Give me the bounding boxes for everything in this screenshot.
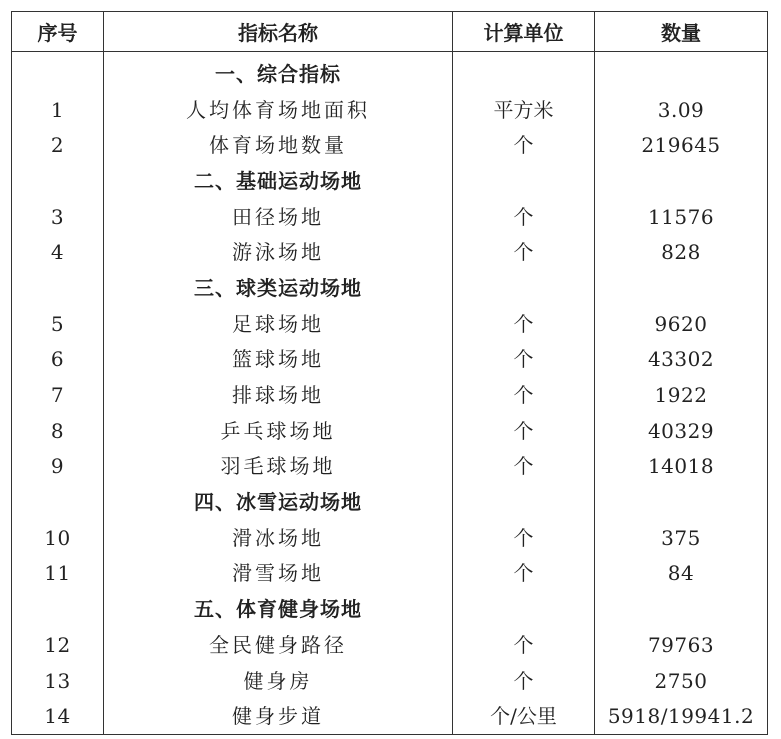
indicator-name-cell: 滑雪场地	[104, 556, 453, 592]
table-body	[12, 52, 768, 735]
indicator-name-cell: 足球场地	[104, 306, 453, 342]
seq-cell: 11	[12, 556, 104, 592]
qty-cell: 11576	[595, 199, 768, 235]
unit-cell	[453, 484, 595, 520]
table-row	[12, 306, 768, 342]
qty-cell: 3.09	[595, 92, 768, 128]
header-name: 指标名称	[104, 12, 453, 52]
qty-cell: 5918/19941.2	[595, 698, 768, 734]
table-row	[12, 520, 768, 556]
seq-cell	[12, 591, 104, 627]
table-row	[12, 342, 768, 378]
qty-cell	[595, 591, 768, 627]
seq-cell	[12, 52, 104, 92]
table-row	[12, 627, 768, 663]
qty-cell: 828	[595, 234, 768, 270]
qty-cell	[595, 52, 768, 92]
section-row	[12, 163, 768, 199]
section-row	[12, 52, 768, 92]
seq-cell: 9	[12, 449, 104, 485]
header-row	[12, 12, 768, 52]
unit-cell: 个	[453, 306, 595, 342]
header-seq: 序号	[12, 12, 104, 52]
qty-cell: 219645	[595, 127, 768, 163]
seq-cell: 7	[12, 377, 104, 413]
unit-cell: 个	[453, 127, 595, 163]
seq-cell: 12	[12, 627, 104, 663]
table-row	[12, 413, 768, 449]
seq-cell	[12, 484, 104, 520]
seq-cell: 2	[12, 127, 104, 163]
table-row	[12, 449, 768, 485]
qty-cell: 1922	[595, 377, 768, 413]
section-row	[12, 484, 768, 520]
qty-cell: 2750	[595, 663, 768, 699]
unit-cell: 个	[453, 449, 595, 485]
unit-cell	[453, 591, 595, 627]
table-row	[12, 234, 768, 270]
qty-cell: 14018	[595, 449, 768, 485]
qty-cell	[595, 484, 768, 520]
table-row	[12, 92, 768, 128]
indicator-name-cell: 健身步道	[104, 698, 453, 734]
table-row	[12, 127, 768, 163]
section-title: 五、体育健身场地	[104, 591, 453, 627]
indicator-name-cell: 体育场地数量	[104, 127, 453, 163]
unit-cell: 个	[453, 199, 595, 235]
indicator-name-cell: 健身房	[104, 663, 453, 699]
table-row	[12, 556, 768, 592]
indicator-name-cell: 游泳场地	[104, 234, 453, 270]
seq-cell: 13	[12, 663, 104, 699]
indicator-name-cell: 人均体育场地面积	[104, 92, 453, 128]
unit-cell	[453, 163, 595, 199]
seq-cell: 1	[12, 92, 104, 128]
indicator-name-cell: 篮球场地	[104, 342, 453, 378]
seq-cell: 5	[12, 306, 104, 342]
section-title: 一、综合指标	[104, 52, 453, 92]
section-title: 三、球类运动场地	[104, 270, 453, 306]
qty-cell: 375	[595, 520, 768, 556]
indicator-name-cell: 排球场地	[104, 377, 453, 413]
qty-cell: 79763	[595, 627, 768, 663]
indicator-name-cell: 全民健身路径	[104, 627, 453, 663]
statistics-table-container	[11, 11, 767, 735]
indicator-name-cell: 羽毛球场地	[104, 449, 453, 485]
table-row	[12, 199, 768, 235]
table-header	[12, 12, 768, 52]
unit-cell: 个/公里	[453, 698, 595, 734]
seq-cell: 4	[12, 234, 104, 270]
header-unit: 计算单位	[453, 12, 595, 52]
qty-cell: 40329	[595, 413, 768, 449]
section-row	[12, 270, 768, 306]
seq-cell: 14	[12, 698, 104, 734]
indicator-name-cell: 滑冰场地	[104, 520, 453, 556]
section-title: 四、冰雪运动场地	[104, 484, 453, 520]
section-title: 二、基础运动场地	[104, 163, 453, 199]
unit-cell	[453, 270, 595, 306]
unit-cell: 个	[453, 556, 595, 592]
indicator-name-cell: 田径场地	[104, 199, 453, 235]
indicator-name-cell: 乒乓球场地	[104, 413, 453, 449]
unit-cell: 个	[453, 663, 595, 699]
unit-cell: 个	[453, 627, 595, 663]
section-row	[12, 591, 768, 627]
unit-cell: 个	[453, 234, 595, 270]
qty-cell: 43302	[595, 342, 768, 378]
unit-cell: 个	[453, 377, 595, 413]
qty-cell	[595, 163, 768, 199]
sports-venue-statistics-table	[11, 11, 768, 735]
seq-cell	[12, 163, 104, 199]
seq-cell: 10	[12, 520, 104, 556]
table-row	[12, 698, 768, 734]
qty-cell: 9620	[595, 306, 768, 342]
qty-cell	[595, 270, 768, 306]
qty-cell: 84	[595, 556, 768, 592]
table-row	[12, 377, 768, 413]
seq-cell: 6	[12, 342, 104, 378]
unit-cell: 个	[453, 520, 595, 556]
unit-cell: 个	[453, 342, 595, 378]
seq-cell: 8	[12, 413, 104, 449]
unit-cell	[453, 52, 595, 92]
unit-cell: 个	[453, 413, 595, 449]
seq-cell: 3	[12, 199, 104, 235]
table-row	[12, 663, 768, 699]
seq-cell	[12, 270, 104, 306]
header-qty: 数量	[595, 12, 768, 52]
unit-cell: 平方米	[453, 92, 595, 128]
